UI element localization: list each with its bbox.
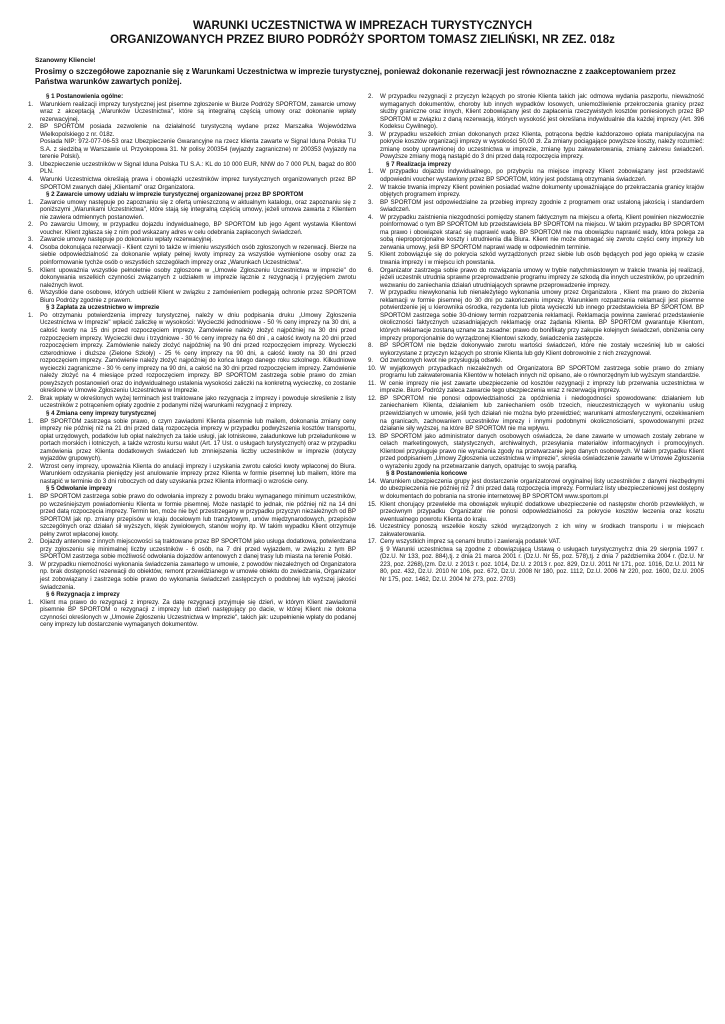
list-item: 15. Klient chorujący przewlekle ma obowiązek wykupić dodatkowe ubezpieczenie od następstw chorób przewlekłych, w przeciwnym przypadku Organizator nie ponosi odpowiedzialności za pokrycie kosztów leczenia oraz kosztu ewentualnego powrotu Klienta do kraju. <box>368 500 704 523</box>
list-item: 1. Zawarcie umowy następuje po zapoznaniu się z ofertą umieszczoną w aktualnym katalogu, oraz zapoznaniu się z poniższymi „Warunkami Uczestnictwa", które stają się integralną częścią umowy, jeżeli umowa zawarta z Klientem nie zawiera odmiennych postanowień. <box>28 198 356 221</box>
section-heading: § 7 Realizacja imprezy <box>386 160 451 168</box>
intro-lead: Prosimy o szczegółowe zapoznanie się z Warunkami Uczestnictwa w imprezie turystycznej, ponieważ dokonanie rezerwacji jest równoznaczne z zaakceptowaniem przez Państwa warunków zawartych poniżej. <box>35 67 676 86</box>
list-item: 2. BP SPORTOM posiada zezwolenie na działalność turystyczną wydane przez Marszałka Województwa Wielkopolskiego z nr. 018z. <box>28 123 356 138</box>
list-item: 5. Klient zobowiązuje się do pokrycia szkód wyrządzonych przez siebie lub osób będących pod jego opieką w czasie trwania imprezy i w miejscu ich powstania. <box>368 251 704 267</box>
list-item: 2. Dojazdy antenowe z innych miejscowości są traktowane przez BP SPORTOM jako usługa dodatkowa, potwierdzana przy zgłoszeniu się minimalnej liczby uczestników - 6 osób, na 7 dni przed wyjazdem, w związku z tym BP SPORTOM zastrzega sobie możliwość odwołania dojazdów antenowych z danej trasy lub miasta na terenie Polski. <box>28 538 356 561</box>
list-item: 2. W trakcie trwania imprezy Klient powinien posiadać ważne dokumenty upoważniające do przekraczania granicy krajów objętych programem imprezy. <box>368 183 704 199</box>
list-item: 9. Od zwróconych kwot nie przysługują odsetki. <box>368 357 503 365</box>
list-item: 3. W przypadku wszelkich zmian dokonanych przez Klienta, potrącona będzie każdorazowo opłata manipulacyjna na pokrycie kosztów organizacji imprezy w wysokości 50,00 zł. Za zmiany pociągające powyższe koszty, należy rozumieć: zmianę osoby uprawnionej do uczestnictwa w imprezie, zmianę typu zakwaterowania, zmianę zakresu świadczeń. Powyższe zmiany mogą nastąpić do 3 dni przed datą rozpoczęcia imprezy. <box>368 130 704 161</box>
list-item: 11. W cenie imprezy nie jest zawarte ubezpieczenie od kosztów rezygnacji z imprezy lub przerwania uczestnictwa w imprezie. Biuro Podróży zaleca zawarcie tego ubezpieczenia wraz z rezerwacją imprezy. <box>368 379 704 395</box>
list-item: 17. Ceny wszystkich imprez są cenami brutto i zawierają podatek VAT. <box>368 538 561 546</box>
list-item: 4. Warunki Uczestnictwa określają prawa i obowiązki uczestników imprez turystycznych organizowanych przez BP SPORTOM zwanych dalej „Klientami" oraz Organizatora. <box>28 176 356 191</box>
section-heading: § 3 Zapłata za uczestnictwo w imprezie <box>46 304 160 312</box>
list-item: 1. Klient ma prawo do rezygnacji z imprezy. Za datę rezygnacji przyjmuje się dzień, w którym Klient zawiadomił pisemnie BP SPORTOM o rezygnacji z imprezy lub dzień następujący po dacie, w której Klient nie dokona czynności określonych w „Umowie Zgłoszeniu Uczestnictwa w Imprezie", takich jak: uzupełnienie wpłaty do podanej ceny imprezy lub dostarczenie wymaganych dokumentów. <box>28 598 356 629</box>
list-item: 5. Klient upoważnia wszystkie pełnoletnie osoby zgłoszone w „Umowie Zgłoszeniu Uczestnictwa w imprezie" do dokonywania wszelkich czynności związanych z udziałem w imprezie łącznie z rezygnacją i przyjęciem zwrotu należnych kwot. <box>28 266 356 289</box>
list-item: 14. Warunkiem ubezpieczenia grupy jest dostarczenie organizatorowi oryginalnej listy uczestników z danymi niezbędnymi do ubezpieczenia nie później niż 7 dni przed datą rozpoczęcia imprezy. Formularz listy ubezpieczeniowej jest dostępny w dokumentach do pobrania na stronie internetowej BP SPORTOM www.sportom.pl <box>368 477 704 500</box>
list-item: 3. BP SPORTOM jest odpowiedzialne za przebieg imprezy zgodnie z programem oraz ustaloną jakością i standardem świadczeń. <box>368 198 704 214</box>
section-heading: § 2 Zawarcie umowy udziału w imprezie turystycznej organizowanej przez BP SPORTOM <box>46 191 304 199</box>
list-item: 4. Osoba dokonująca rezerwacji - Klient czyni to także w imieniu wszystkich osób zgłoszonych w rezerwacji. Bierze na siebie odpowiedzialność za dokonanie wpłaty pełnej kwoty imprezy za wszystkie wymienione osoby oraz za poinformowanie tychże osób o wszystkich szczegółach imprezy oraz „Warunkach Uczestnictwa". <box>28 243 356 267</box>
list-item: 6. Wszystkie dane osobowe, których udzielił Klient w związku z zamówieniem podlegają ochronie przez SPORTOM Biuro Podróży zgodnie z prawem. <box>28 289 356 304</box>
list-item: 2. W przypadku rezygnacji z przyczyn leżących po stronie Klienta takich jak: odmowa wydania paszportu, nieważność wymaganych dokumentów, choroby lub innych wypadków losowych, uniemożliwienie przekroczenia granicy przez służby graniczne oraz innych, Klient zobowiązany jest do zapłacenia rzeczywistych kosztów poniesionych przez BP SPORTOM w związku z daną rezerwacją, których wysokość jest określana indywidualnie dla każdej imprezy (Art. 396 Kodeksu Cywilnego). <box>368 93 704 131</box>
section-heading: § 6 Rezygnacja z imprezy <box>46 591 120 599</box>
title-line-2: ORGANIZOWANYCH PRZEZ BIURO PODRÓŻY SPORTOM TOMASZ ZIELIŃSKI, NR ZEZ. 018z <box>110 33 615 46</box>
section-heading: § 4 Zmiana ceny imprezy turystycznej <box>46 409 156 417</box>
list-item: 12. BP SPORTOM nie ponosi odpowiedzialności za opóźnienia i niedogodności spowodowane: działaniem lub zaniechaniem Klienta, działaniem lub zaniechaniem osób trzecich, nieuczestniczących w wykonaniu usług przewidzianych w umowie, jeśli tych działań nie można było przewidzieć; warunkami atmosferycznymi, oczekiwaniem na granicach, zachowaniem uczestników imprezy i innymi podobnymi okolicznościami, spowodowanymi przez działanie siły wyższej, na które BP SPORTOM nie ma wpływu. <box>368 394 704 433</box>
list-item: 3. Ubezpieczenie uczestników w Signal Iduna Polska TU S.A.: KL do 10 000 EUR, NNW do 7 000 PLN, bagaż do 800 PLN. <box>28 160 356 176</box>
list-item: 1. BP SPORTOM zastrzega sobie prawo, o czym zawiadomi Klienta pisemnie lub mailem, dokonania zmiany ceny imprezy nie później niż na 21 dni przed datą rozpoczęcia imprezy w przypadku podwyższenia kosztów transportu, opłat urzędowych, podatków lub opłat należnych za takie usługi, jak lotniskowe, załadunkowe lub przeładunkowe w portach morskich i lotniczych, a także wzrostu kursu walut (Art. 17 Ust. o usługach turystycznych) oraz w przypadku zamówienia przez Klienta dodatkowych świadczeń lub zmniejszenia liczby uczestników w imprezie (dotyczy wyjazdów grupowych). <box>28 417 356 463</box>
list-item: 8. BP SPORTOM nie będzie dokonywało zwrotu wartości świadczeń, które nie zostały wcześniej lub w całości wykorzystane z przyczyn leżących po stronie Klienta lub gdy Klient dobrowolnie z nich zrezygnował. <box>368 342 704 357</box>
section-heading: § 5 Odwołanie imprezy <box>46 485 113 493</box>
title-line-1: WARUNKI UCZESTNICTWA W IMPREZACH TURYSTYCZNYCH <box>192 20 533 32</box>
intro <box>35 56 705 87</box>
list-item: 3. W przypadku niemożności wykonania świadczenia zawartego w umowie, z powodów niezależnych od Organizatora np. brak dostępności rezerwacji do obiektów, remont przewidzianego w umowie obiektu do zwiedzania, Organizator jest zobowiązany i zastrzega sobie prawo do wykonania świadczeń zastępczych o podobnej lub wyższej jakości świadczenia. <box>28 560 356 591</box>
list-item: 3. Zawarcie umowy następuje po dokonaniu wpłaty rezerwacyjnej. <box>28 236 214 244</box>
list-item: 2. Po zawarciu Umowy, w przypadku dojazdu indywidualnego, BP SPORTOM lub jego Agent wystawia Klientowi voucher. Klient zgłasza się z nim pod wskazany adres w celu odebrania zapłaconych świadczeń. <box>28 221 356 236</box>
list-item: 7. W przypadku niewykonania lub nienależytego wykonania umowy przez Organizatora , Klient ma prawo do złożenia reklamacji w formie pisemnej do 30 dni po zakończeniu imprezy. Warunkiem rozpatrzenia reklamacji jest pisemne potwierdzenie jej u kierownika ośrodka, rezydenta lub pilota wycieczki lub innego przedstawiciela BP SPORTOM. BP SPORTOM zastrzega sobie 30-dniowy termin rozpatrzenia reklamacji. Reklamacja powinna zawierać przedstawienie okoliczności faktycznych uzasadniających reklamację oraz żądania Klienta. BP SPORTOM gwarantuje Klientom, których reklamacje zostaną uznane za zasadne: prawo do bonifikaty przy zakupie kolejnych świadczeń, obniżenia ceny imprezy proporcjonalnie do wyrządzonej Klientowi szkody, świadczenia zastępcze. <box>368 289 704 342</box>
list-item: 1. Warunkiem realizacji imprezy turystycznej jest pisemne zgłoszenie w Biurze Podróży SPORTOM, zawarcie umowy wraz z akceptacją „Warunków Uczestnictwa", które są integralną częścią umowy oraz dokonanie wpłaty rezerwacyjnej. <box>28 100 356 123</box>
left-column <box>28 93 356 1008</box>
section-heading: § 1 Postanowienia ogólne: <box>46 93 124 100</box>
list-item: 1. Po otrzymaniu potwierdzenia imprezy turystycznej, należy w dniu podpisania druku „Umowy Zgłoszenia Uczestnictwa w Imprezie" wpłacić zaliczkę w wysokości: Wycieczki jednodniowe - 50 % ceny imprezy na 30 dni, a całość kwoty na 15 dni przed rozpoczęciem imprezy. Zamówienie należy złożyć najpóźniej na 30 dni przed rozpoczęciem imprezy. Wycieczki dwu i trzydniowe - 30 % ceny imprezy na 60 dni , a całość kwoty na 20 dni przed rozpoczęciem imprezy. Zamówienie należy złożyć najpóźniej na 90 dni przed rozpoczęciem imprezy. Wycieczki czterodniowe i dłuższe (Zielone Szkoły) - 25 % ceny imprezy na 90 dni, a całość kwoty na 30 dni przed rozpoczęciem imprezy. Zamówienie należy złożyć najpóźniej do końca lutego danego roku szkolnego. Kilkudniowe wycieczki zagraniczne - 30 % ceny imprezy na 90 dni, a całość na 30 dni przed rozpoczęciem imprezy. Zamówienie należy złożyć na 4 miesiące przed rozpoczęciem imprezy. BP SPORTOM zastrzega sobie prawo do zmian powyższych postanowień oraz do indywidualnego ustalenia wysokości zaliczki na konkretną wycieczkę, co zostanie określone w Umowie Zgłoszeniu Uczestnictwa w Imprezie. <box>28 311 356 395</box>
legal-basis: § 9 Warunki uczestnictwa są zgodne z obowiązującą Ustawą o usługach turystycznych:z dnia 29 sierpnia 1997 r. (Dz.U. Nr 133, poz. 884),tj. z dnia 21 marca 2001 r. (Dz.U. Nr 55, poz. 578),tj. z dnia 7 października 2004 r. (Dz.U. Nr 223, poz. 2268),(zm. Dz.U. z 2013 r. poz. 1014, Dz.U. z 2013 r. poz. 829, Dz.U. 2011 Nr 171, poz. 1016, Dz.U. 2011 Nr 80, poz. 432, Dz.U. 2010 Nr 106, poz. 672, Dz.U. 2008 Nr 180, poz. 1112, Dz.U. 2006 Nr 220, poz. 1600, Dz.U. 2005 Nr 175, poz. 1462, Dz.U. 2004 Nr 273, poz. 2703) <box>380 545 704 583</box>
list-item: 16. Uczestnicy ponoszą wszelkie koszty szkód wyrządzonych z ich winy w środkach transportu i w miejscach zakwaterowania. <box>368 523 704 538</box>
section-heading: § 8 Postanowienia końcowe <box>386 470 468 478</box>
list-item: 13. BP SPORTOM jako administrator danych osobowych oświadcza, że dane zawarte w umowach zostały zebrane w celach marketingowych, statystycznych, archiwalnych, przesyłania materiałów informacyjnych i promocyjnych. Klientowi przysługuje prawo nie wyrażenia zgody na przetwarzanie jego danych osobowych. W takim przypadku Klient przed podpisaniem „Umowy Zgłoszenia uczestnictwa w imprezie", skreśla oświadczenie zawarte w Umowie Zgłoszenia o wyrażeniu zgody na przetwarzanie danych, opatrując to swoją parafką. <box>368 432 704 470</box>
list-item: 6. Organizator zastrzega sobie prawo do rozwiązania umowy w trybie natychmiastowym w trakcie trwania jej realizacji, jeżeli uczestnik utrudnia sprawne przeprowadzenie programu imprezy ze szkodą dla innych uczestników, po uprzednim wezwaniu do zaniechania działań utrudniających sprawne przeprowadzenie imprezy. <box>368 266 704 289</box>
list-item: 10. W wyjątkowych przypadkach niezależnych od Organizatora BP SPORTOM zastrzega sobie prawo do zmiany programu lub zakwaterowania Klientów w hotelach innych niż opisano, ale o równorzędnym lub wyższym standardzie. <box>368 364 704 380</box>
list-item: 1. BP SPORTOM zastrzega sobie prawo do odwołania imprezy z powodu braku wymaganego minimum uczestników, po wcześniejszym powiadomieniu Klienta w formie pisemnej. Może nastąpić to jednak, nie później niż na 14 dni przed datą rozpoczęcia imprezy. Termin ten, może nie być przestrzegany w przypadku przyczyn niezależnych od BP SPORTOM jak np. zmiany przepisów w kraju docelowym lub tranzytowym, umów międzynarodowych, przepisów szczególnych oraz działań sił wyższych, klęsk żywiołowych, stanów wojny itp. W takim wypadku Klient otrzymuje pełny zwrot wpłaconej kwoty. <box>28 492 356 538</box>
list-item: 4. W przypadku zaistnienia niezgodności pomiędzy stanem faktycznym na miejscu a ofertą, Klient powinien niezwłocznie poinformować o tym BP SPORTOM lub przedstawiciela BP SPORTOM na miejscu. W takim przypadku BP SPORTOM ma prawo i obowiązek starać się naprawić wadę. BP SPORTOM nie ma obowiązku naprawić wady, która polega za sobą nieproporcjonalne koszty i utrudnienia dla Biura. Klient nie może domagać się zwrotu części ceny imprezy lub zerwania umowy, jeśli BP SPORTOM naprawi wadę w odpowiednim terminie. <box>368 213 704 251</box>
list-item: 2. Wzrost ceny imprezy, upoważnia Klienta do anulacji imprezy i uzyskania zwrotu całości kwoty wpłaconej do Biura. Warunkiem odzyskania pieniędzy jest anulowanie imprezy przez Klienta w formie pisemnej lub mailem, które ma nastąpić w terminie do 3 dni roboczych od daty uzyskania przez Klienta informacji o wzroście ceny. <box>28 462 356 485</box>
greeting: Szanowny Kliencie! <box>35 57 96 64</box>
right-column <box>368 93 704 1008</box>
list-item: 1. W przypadku dojazdu indywidualnego, po przybyciu na miejsce imprezy Klient zobowiązany jest przedstawić odpowiedni voucher wystawiony przez BP SPORTOM, który jest podstawą otrzymania świadczeń. <box>368 168 704 184</box>
list-item: 2. Brak wpłaty w określonych wyżej terminach jest traktowane jako rezygnacja z imprezy i powoduje skreślenie z listy uczestników z potrąceniem opłaty zgodnie z podanymi niżej warunkami rezygnacji z imprezy. <box>28 394 356 410</box>
paragraph: Posiada NIP: 972-077-06-53 oraz Ubezpieczenie Gwarancyjne na rzecz klienta zawarte w Signal Iduna Polska TU S.A. z siedzibą w Warszawie ul. Przyokopowa 31. Nr polisy 200354 (wyjazdy zagraniczne) nr 200353 (wyjazdy na terenie Polski). <box>40 138 356 161</box>
document-title <box>0 20 725 47</box>
